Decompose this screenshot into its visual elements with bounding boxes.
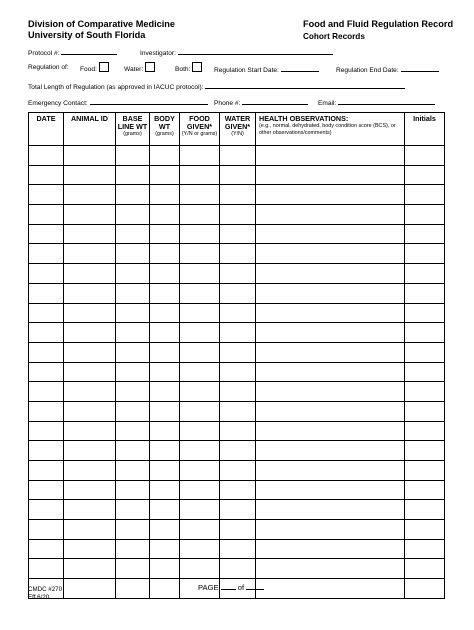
table-row <box>29 323 445 343</box>
cell-body-wt[interactable] <box>150 224 180 244</box>
cell-food-given[interactable] <box>180 520 220 540</box>
cell-date[interactable] <box>29 205 64 225</box>
cell-animal-id[interactable] <box>64 520 116 540</box>
cell-initials[interactable] <box>405 224 445 244</box>
cell-body-wt[interactable] <box>150 185 180 205</box>
column-header-health-observations: HEALTH OBSERVATIONS: (e.g., normal, dehydrated, body condition score (BCS), or other observations/comments) <box>256 113 405 146</box>
cell-baseline-wt[interactable] <box>116 165 150 185</box>
cell-food-given[interactable] <box>180 342 220 362</box>
cell-baseline-wt[interactable] <box>116 401 150 421</box>
cell-body-wt[interactable] <box>150 520 180 540</box>
cell-baseline-wt[interactable] <box>116 559 150 579</box>
column-header-animal-id: ANIMAL ID <box>64 113 116 146</box>
table-row <box>29 342 445 362</box>
table-row <box>29 303 445 323</box>
column-header-baseline-wt: BASE LINE WT (grams) <box>116 113 150 146</box>
emergency-contact-label: Emergency Contact: <box>28 100 88 107</box>
records-table <box>28 112 445 599</box>
cell-health-observations[interactable] <box>256 264 405 284</box>
cell-animal-id[interactable] <box>64 342 116 362</box>
cell-baseline-wt[interactable] <box>116 323 150 343</box>
water-label: Water: <box>124 66 144 73</box>
cell-health-observations[interactable] <box>256 539 405 559</box>
cell-body-wt[interactable] <box>150 342 180 362</box>
cell-water-given[interactable] <box>220 382 256 402</box>
cell-initials[interactable] <box>405 382 445 402</box>
cell-animal-id[interactable] <box>64 323 116 343</box>
emergency-contact-blank[interactable] <box>90 97 208 105</box>
cell-initials[interactable] <box>405 579 445 599</box>
cell-health-observations[interactable] <box>256 283 405 303</box>
cell-baseline-wt[interactable] <box>116 185 150 205</box>
cell-date[interactable] <box>29 559 64 579</box>
cell-animal-id[interactable] <box>64 303 116 323</box>
table-row <box>29 480 445 500</box>
cell-initials[interactable] <box>405 520 445 540</box>
cell-baseline-wt[interactable] <box>116 539 150 559</box>
cell-initials[interactable] <box>405 205 445 225</box>
column-header-food-given: FOOD GIVEN* (Y/N or grams) <box>180 113 220 146</box>
cell-water-given[interactable] <box>220 244 256 264</box>
cell-baseline-wt[interactable] <box>116 362 150 382</box>
cell-baseline-wt[interactable] <box>116 342 150 362</box>
cell-food-given[interactable] <box>180 500 220 520</box>
cell-body-wt[interactable] <box>150 559 180 579</box>
cell-animal-id[interactable] <box>64 224 116 244</box>
cell-animal-id[interactable] <box>64 559 116 579</box>
cell-water-given[interactable] <box>220 539 256 559</box>
cell-date[interactable] <box>29 362 64 382</box>
cell-date[interactable] <box>29 480 64 500</box>
cell-body-wt[interactable] <box>150 165 180 185</box>
cell-baseline-wt[interactable] <box>116 441 150 461</box>
cell-health-observations[interactable] <box>256 579 405 599</box>
table-row <box>29 559 445 579</box>
cell-water-given[interactable] <box>220 342 256 362</box>
email-blank[interactable] <box>338 97 435 105</box>
cell-initials[interactable] <box>405 461 445 481</box>
table-row <box>29 539 445 559</box>
cell-animal-id[interactable] <box>64 579 116 599</box>
cell-health-observations[interactable] <box>256 303 405 323</box>
cell-water-given[interactable] <box>220 401 256 421</box>
cell-date[interactable] <box>29 323 64 343</box>
cell-water-given[interactable] <box>220 165 256 185</box>
cell-body-wt[interactable] <box>150 146 180 166</box>
cell-date[interactable] <box>29 500 64 520</box>
cell-health-observations[interactable] <box>256 382 405 402</box>
table-row <box>29 185 445 205</box>
cell-animal-id[interactable] <box>64 441 116 461</box>
protocol-label: Protocol #: <box>28 50 60 57</box>
cell-initials[interactable] <box>405 323 445 343</box>
cell-initials[interactable] <box>405 500 445 520</box>
cell-baseline-wt[interactable] <box>116 520 150 540</box>
cell-initials[interactable] <box>405 264 445 284</box>
cell-date[interactable] <box>29 224 64 244</box>
investigator-label: Investigator: <box>140 50 176 57</box>
cell-health-observations[interactable] <box>256 165 405 185</box>
cell-initials[interactable] <box>405 401 445 421</box>
cell-body-wt[interactable] <box>150 244 180 264</box>
page-number-blank[interactable] <box>221 582 236 590</box>
water-option[interactable] <box>124 62 155 74</box>
cell-health-observations[interactable] <box>256 224 405 244</box>
protocol-field[interactable] <box>28 47 117 58</box>
cell-baseline-wt[interactable] <box>116 146 150 166</box>
cell-food-given[interactable] <box>180 244 220 264</box>
cell-animal-id[interactable] <box>64 382 116 402</box>
cell-date[interactable] <box>29 421 64 441</box>
cell-food-given[interactable] <box>180 165 220 185</box>
table-row <box>29 520 445 540</box>
total-length-field[interactable] <box>28 81 405 92</box>
cell-food-given[interactable] <box>180 323 220 343</box>
page-total-blank[interactable] <box>246 582 264 590</box>
protocol-blank[interactable] <box>61 47 117 55</box>
cell-date[interactable] <box>29 342 64 362</box>
cell-initials[interactable] <box>405 303 445 323</box>
cell-water-given[interactable] <box>220 224 256 244</box>
cell-initials[interactable] <box>405 480 445 500</box>
table-row <box>29 382 445 402</box>
cell-initials[interactable] <box>405 244 445 264</box>
cell-food-given[interactable] <box>180 205 220 225</box>
table-row <box>29 461 445 481</box>
cell-initials[interactable] <box>405 342 445 362</box>
table-row <box>29 146 445 166</box>
cell-body-wt[interactable] <box>150 283 180 303</box>
cell-food-given[interactable] <box>180 441 220 461</box>
cell-date[interactable] <box>29 283 64 303</box>
cell-baseline-wt[interactable] <box>116 579 150 599</box>
table-row <box>29 421 445 441</box>
cell-animal-id[interactable] <box>64 244 116 264</box>
column-header-body-wt: BODY WT (grams) <box>150 113 180 146</box>
cell-initials[interactable] <box>405 559 445 579</box>
cell-initials[interactable] <box>405 146 445 166</box>
cell-water-given[interactable] <box>220 362 256 382</box>
cell-health-observations[interactable] <box>256 205 405 225</box>
both-checkbox[interactable] <box>192 62 202 72</box>
cell-food-given[interactable] <box>180 224 220 244</box>
cell-date[interactable] <box>29 244 64 264</box>
cell-body-wt[interactable] <box>150 441 180 461</box>
phone-field[interactable] <box>214 97 308 108</box>
cell-food-given[interactable] <box>180 264 220 284</box>
cell-body-wt[interactable] <box>150 382 180 402</box>
cell-water-given[interactable] <box>220 205 256 225</box>
regulation-of-label: Regulation of: <box>28 64 69 71</box>
cell-baseline-wt[interactable] <box>116 500 150 520</box>
water-checkbox[interactable] <box>145 62 155 72</box>
cell-water-given[interactable] <box>220 303 256 323</box>
cell-animal-id[interactable] <box>64 264 116 284</box>
university-name: University of South Florida <box>28 30 146 40</box>
cell-health-observations[interactable] <box>256 244 405 264</box>
cell-date[interactable] <box>29 461 64 481</box>
cell-initials[interactable] <box>405 165 445 185</box>
table-header-row <box>29 113 445 146</box>
cell-animal-id[interactable] <box>64 461 116 481</box>
table-row <box>29 441 445 461</box>
cell-water-given[interactable] <box>220 323 256 343</box>
cell-health-observations[interactable] <box>256 559 405 579</box>
cell-water-given[interactable] <box>220 520 256 540</box>
cell-initials[interactable] <box>405 362 445 382</box>
cell-health-observations[interactable] <box>256 421 405 441</box>
cell-baseline-wt[interactable] <box>116 244 150 264</box>
cell-animal-id[interactable] <box>64 185 116 205</box>
cell-date[interactable] <box>29 401 64 421</box>
cell-health-observations[interactable] <box>256 323 405 343</box>
table-body <box>29 146 445 599</box>
cell-initials[interactable] <box>405 185 445 205</box>
cell-initials[interactable] <box>405 283 445 303</box>
cell-water-given[interactable] <box>220 185 256 205</box>
org-name: Division of Comparative Medicine <box>28 19 176 29</box>
emergency-contact-field[interactable] <box>28 97 208 108</box>
cell-body-wt[interactable] <box>150 303 180 323</box>
cell-body-wt[interactable] <box>150 323 180 343</box>
cell-animal-id[interactable] <box>64 480 116 500</box>
cell-health-observations[interactable] <box>256 480 405 500</box>
cell-baseline-wt[interactable] <box>116 382 150 402</box>
cell-water-given[interactable] <box>220 264 256 284</box>
cell-baseline-wt[interactable] <box>116 224 150 244</box>
cell-water-given[interactable] <box>220 441 256 461</box>
cell-baseline-wt[interactable] <box>116 283 150 303</box>
cell-baseline-wt[interactable] <box>116 421 150 441</box>
cell-animal-id[interactable] <box>64 539 116 559</box>
end-date-field[interactable] <box>336 64 439 75</box>
cell-animal-id[interactable] <box>64 283 116 303</box>
total-length-blank[interactable] <box>205 81 405 89</box>
cell-animal-id[interactable] <box>64 401 116 421</box>
food-checkbox[interactable] <box>99 62 109 72</box>
cell-baseline-wt[interactable] <box>116 205 150 225</box>
table-row <box>29 224 445 244</box>
cell-health-observations[interactable] <box>256 146 405 166</box>
total-length-label: Total Length of Regulation (as approved in IACUC protocol): <box>28 84 204 91</box>
column-header-initials: Initials <box>405 113 445 146</box>
cell-food-given[interactable] <box>180 539 220 559</box>
cell-water-given[interactable] <box>220 283 256 303</box>
cell-body-wt[interactable] <box>150 205 180 225</box>
table-row <box>29 205 445 225</box>
cell-animal-id[interactable] <box>64 362 116 382</box>
cell-animal-id[interactable] <box>64 205 116 225</box>
cell-baseline-wt[interactable] <box>116 303 150 323</box>
cell-date[interactable] <box>29 185 64 205</box>
cell-date[interactable] <box>29 520 64 540</box>
cell-body-wt[interactable] <box>150 461 180 481</box>
both-label: Both: <box>175 66 191 73</box>
email-label: Email: <box>318 100 337 107</box>
cell-food-given[interactable] <box>180 146 220 166</box>
cell-health-observations[interactable] <box>256 520 405 540</box>
cell-date[interactable] <box>29 165 64 185</box>
cell-health-observations[interactable] <box>256 342 405 362</box>
table-row <box>29 401 445 421</box>
page-number-field[interactable] <box>198 582 264 592</box>
cell-body-wt[interactable] <box>150 421 180 441</box>
cell-food-given[interactable] <box>180 185 220 205</box>
start-date-label: Regulation Start Date: <box>214 67 279 74</box>
phone-label: Phone #: <box>214 100 241 107</box>
form-subtitle: Cohort Records <box>303 32 365 41</box>
cell-animal-id[interactable] <box>64 146 116 166</box>
cell-health-observations[interactable] <box>256 401 405 421</box>
cell-body-wt[interactable] <box>150 500 180 520</box>
cell-date[interactable] <box>29 382 64 402</box>
cell-body-wt[interactable] <box>150 579 180 599</box>
form-title: Food and Fluid Regulation Record <box>303 19 454 29</box>
phone-blank[interactable] <box>242 97 308 105</box>
cell-food-given[interactable] <box>180 303 220 323</box>
effective-date: Eff 6/20 <box>28 594 50 601</box>
cell-animal-id[interactable] <box>64 500 116 520</box>
cell-initials[interactable] <box>405 421 445 441</box>
cell-food-given[interactable] <box>180 401 220 421</box>
cell-water-given[interactable] <box>220 421 256 441</box>
cell-food-given[interactable] <box>180 382 220 402</box>
cell-initials[interactable] <box>405 441 445 461</box>
cell-health-observations[interactable] <box>256 441 405 461</box>
cell-date[interactable] <box>29 441 64 461</box>
column-header-water-given: WATER GIVEN* (Y/N) <box>220 113 256 146</box>
cell-water-given[interactable] <box>220 559 256 579</box>
form-id: CMDC #270 <box>28 586 63 593</box>
table-row <box>29 283 445 303</box>
cell-body-wt[interactable] <box>150 401 180 421</box>
table-row <box>29 362 445 382</box>
cell-body-wt[interactable] <box>150 362 180 382</box>
cell-initials[interactable] <box>405 539 445 559</box>
cell-health-observations[interactable] <box>256 362 405 382</box>
end-date-label: Regulation End Date: <box>336 67 399 74</box>
cell-water-given[interactable] <box>220 461 256 481</box>
cell-water-given[interactable] <box>220 480 256 500</box>
table-row <box>29 500 445 520</box>
end-date-blank[interactable] <box>401 64 439 72</box>
cell-food-given[interactable] <box>180 283 220 303</box>
table-row <box>29 244 445 264</box>
cell-food-given[interactable] <box>180 362 220 382</box>
cell-food-given[interactable] <box>180 421 220 441</box>
table-row <box>29 165 445 185</box>
column-header-date: DATE <box>29 113 64 146</box>
cell-food-given[interactable] <box>180 461 220 481</box>
cell-date[interactable] <box>29 539 64 559</box>
cell-date[interactable] <box>29 303 64 323</box>
cell-food-given[interactable] <box>180 480 220 500</box>
cell-food-given[interactable] <box>180 559 220 579</box>
cell-health-observations[interactable] <box>256 461 405 481</box>
cell-body-wt[interactable] <box>150 264 180 284</box>
cell-date[interactable] <box>29 264 64 284</box>
investigator-blank[interactable] <box>178 47 333 55</box>
cell-health-observations[interactable] <box>256 500 405 520</box>
start-date-field[interactable] <box>214 64 319 75</box>
cell-baseline-wt[interactable] <box>116 480 150 500</box>
cell-water-given[interactable] <box>220 146 256 166</box>
investigator-field[interactable] <box>140 47 333 58</box>
cell-water-given[interactable] <box>220 500 256 520</box>
food-option[interactable] <box>80 62 109 74</box>
cell-baseline-wt[interactable] <box>116 264 150 284</box>
email-field[interactable] <box>318 97 435 108</box>
cell-baseline-wt[interactable] <box>116 461 150 481</box>
cell-date[interactable] <box>29 146 64 166</box>
both-option[interactable] <box>175 62 202 74</box>
cell-animal-id[interactable] <box>64 165 116 185</box>
table-row <box>29 264 445 284</box>
page-of-label: of <box>237 583 245 592</box>
page-label: PAGE <box>198 583 219 592</box>
food-label: Food: <box>80 66 97 73</box>
cell-body-wt[interactable] <box>150 539 180 559</box>
cell-animal-id[interactable] <box>64 421 116 441</box>
cell-health-observations[interactable] <box>256 185 405 205</box>
cell-body-wt[interactable] <box>150 480 180 500</box>
start-date-blank[interactable] <box>281 64 319 72</box>
